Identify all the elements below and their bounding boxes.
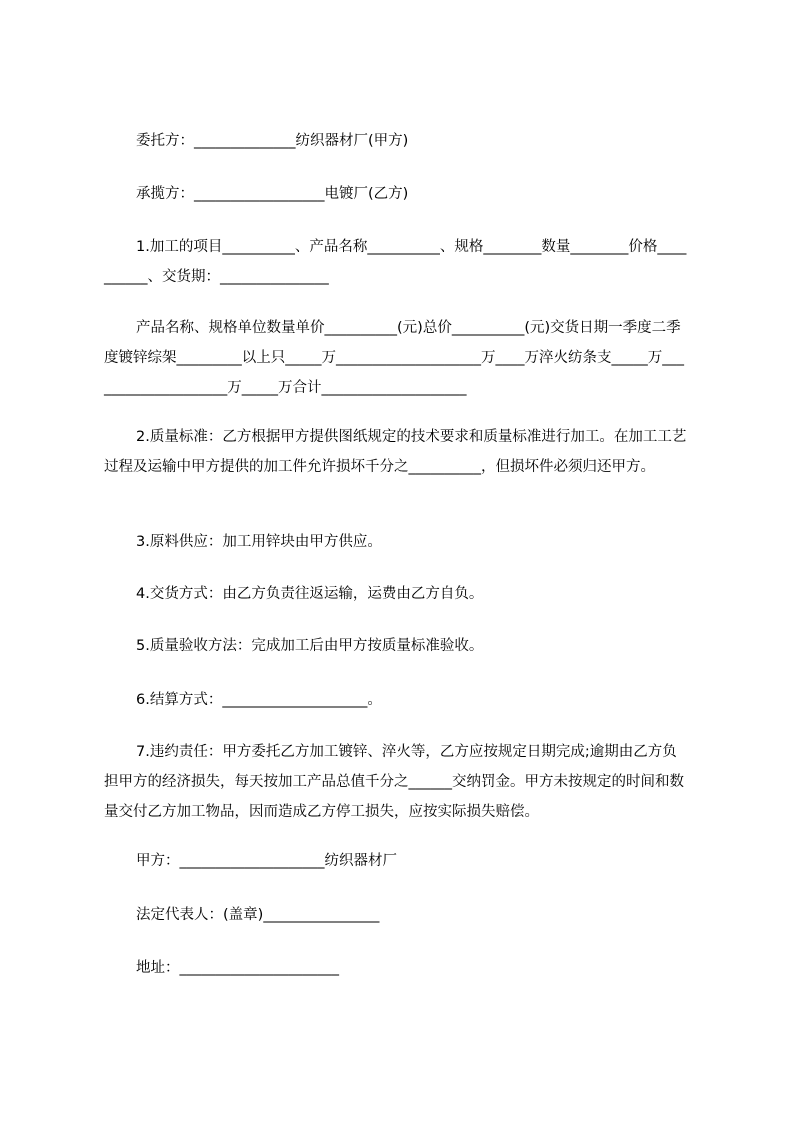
clause-2-quality-standard: 2.质量标准：乙方根据甲方提供图纸规定的技术要求和质量标准进行加工。在加工工艺过程及运输中甲方提供的加工件允许损坏千分之__________，但损坏件必须归还甲方。 — [104, 429, 687, 475]
clause-6-settlement-method: 6.结算方式：____________________。 — [136, 692, 382, 708]
clause-7-liability: 7.违约责任：甲方委托乙方加工镀锌、淬火等，乙方应按规定日期完成;逾期由乙方负担甲方的经济损失，每天按加工产品总值千分之______交纳罚金。甲方未按规定的时间和数量交付乙方加工物品，因而造成乙方停工损失，应按实际损失赔偿。 — [104, 744, 684, 820]
clause-1-processing-items: 1.加工的项目__________、产品名称__________、规格________数量________价格__________、交货期：_______________ — [104, 239, 687, 285]
clause-5-acceptance-method: 5.质量验收方法：完成加工后由甲方按质量标准验收。 — [136, 638, 484, 654]
address-line: 地址：______________________ — [136, 960, 339, 976]
entrusting-party-line: 委托方：______________纺织器材厂(甲方) — [136, 133, 409, 149]
legal-representative-line: 法定代表人：(盖章)________________ — [136, 907, 380, 923]
clause-4-delivery-method: 4.交货方式：由乙方负责往返运输，运费由乙方自负。 — [136, 586, 484, 602]
party-a-signature-line: 甲方：____________________纺织器材厂 — [136, 853, 397, 869]
contractor-party-line: 承揽方：__________________电镀厂(乙方) — [136, 186, 409, 202]
product-table-text: 产品名称、规格单位数量单价__________(元)总价__________(元)交货日期一季度二季度镀锌综架_________以上只_____万____________________万____万淬火纺条支_____万____________________万_____万合计____________________ — [104, 320, 684, 396]
clause-3-material-supply: 3.原料供应：加工用锌块由甲方供应。 — [136, 534, 382, 550]
